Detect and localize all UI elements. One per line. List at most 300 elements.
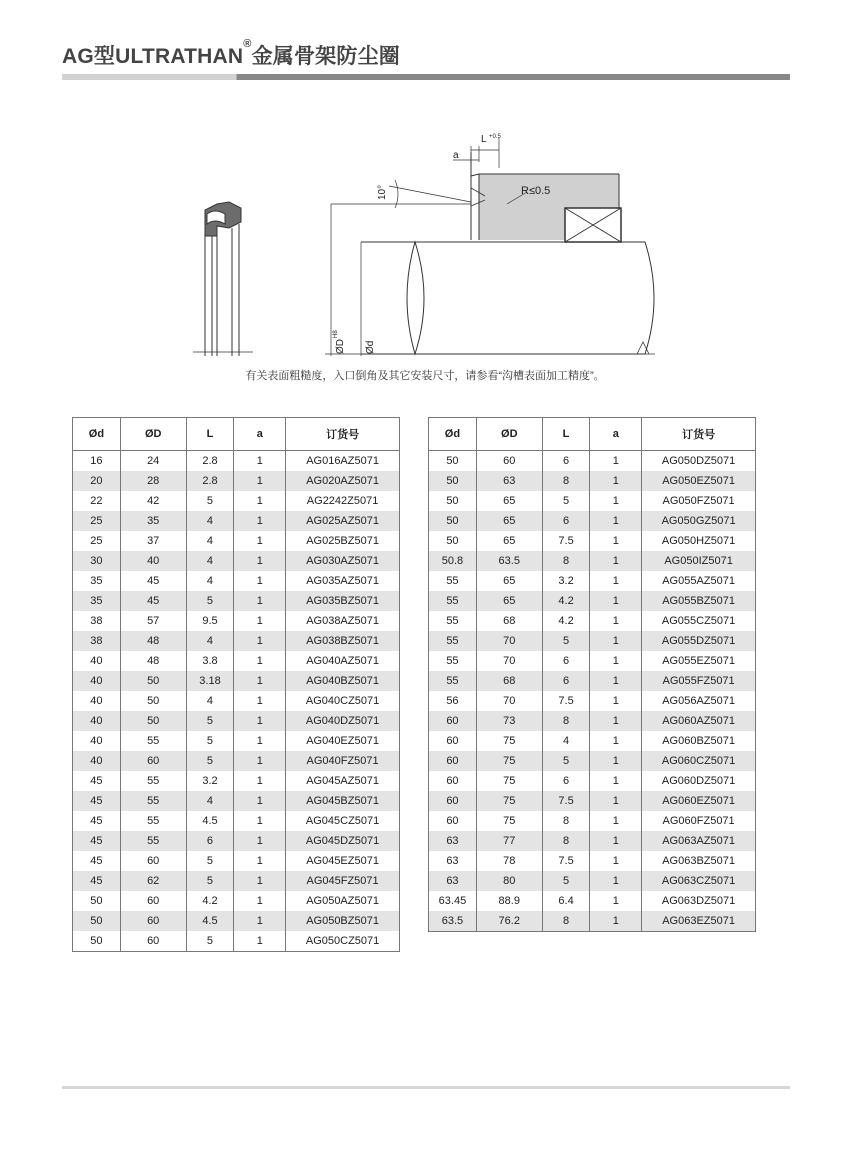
cell-a: 1 (590, 551, 642, 571)
cell-length: 5 (542, 631, 590, 651)
cell-a: 1 (234, 551, 286, 571)
table-row (429, 631, 756, 651)
col-header-rod-dia: Ød (429, 418, 477, 451)
cell-a: 1 (234, 811, 286, 831)
drawing-caption: 有关表面粗糙度，入口倒角及其它安装尺寸，请参看“沟槽表面加工精度”。 (245, 370, 605, 382)
cell-rod-dia: 45 (73, 811, 121, 831)
cell-rod-dia: 60 (429, 811, 477, 831)
table-header-row (73, 418, 400, 451)
dim-bore-tolerance: H8 (333, 330, 339, 338)
cell-rod-dia: 50 (429, 491, 477, 511)
cell-bore-dia: 76.2 (476, 911, 542, 932)
cell-order-no: AG060FZ5071 (642, 811, 756, 831)
col-header-order-no: 订货号 (642, 418, 756, 451)
header-rule (62, 74, 790, 80)
cell-order-no: AG055AZ5071 (642, 571, 756, 591)
cell-rod-dia: 55 (429, 631, 477, 651)
cell-rod-dia: 63.45 (429, 891, 477, 911)
cell-rod-dia: 30 (73, 551, 121, 571)
cell-rod-dia: 45 (73, 791, 121, 811)
table-row (429, 731, 756, 751)
title-tail: 金属骨架防尘圈 (251, 45, 400, 68)
cell-rod-dia: 63.5 (429, 911, 477, 932)
cell-bore-dia: 50 (120, 671, 186, 691)
table-row (73, 831, 400, 851)
cell-length: 7.5 (542, 851, 590, 871)
page-title (62, 40, 400, 70)
cell-bore-dia: 55 (120, 771, 186, 791)
cell-a: 1 (234, 491, 286, 511)
cell-length: 4.2 (542, 611, 590, 631)
cell-rod-dia: 40 (73, 691, 121, 711)
table-row (429, 551, 756, 571)
cell-order-no: AG050HZ5071 (642, 531, 756, 551)
spec-table-right (428, 417, 756, 932)
cell-length: 8 (542, 831, 590, 851)
table-row (73, 711, 400, 731)
cell-a: 1 (234, 451, 286, 472)
cell-order-no: AG030AZ5071 (286, 551, 400, 571)
cell-rod-dia: 50 (429, 451, 477, 472)
cell-bore-dia: 60 (120, 851, 186, 871)
cell-bore-dia: 24 (120, 451, 186, 472)
cell-rod-dia: 55 (429, 611, 477, 631)
cell-order-no: AG040CZ5071 (286, 691, 400, 711)
seal-cross-section (193, 202, 253, 356)
cell-a: 1 (234, 911, 286, 931)
cell-order-no: AG050GZ5071 (642, 511, 756, 531)
cell-bore-dia: 62 (120, 871, 186, 891)
table-row (429, 451, 756, 472)
cell-order-no: AG050IZ5071 (642, 551, 756, 571)
cell-order-no: AG063BZ5071 (642, 851, 756, 871)
cell-length: 2.8 (186, 471, 234, 491)
cell-bore-dia: 60 (120, 891, 186, 911)
cell-order-no: AG045EZ5071 (286, 851, 400, 871)
cell-a: 1 (590, 451, 642, 472)
cell-bore-dia: 35 (120, 511, 186, 531)
cell-a: 1 (234, 851, 286, 871)
cell-order-no: AG060AZ5071 (642, 711, 756, 731)
cell-length: 4.5 (186, 811, 234, 831)
cell-rod-dia: 60 (429, 731, 477, 751)
cell-bore-dia: 63.5 (476, 551, 542, 571)
cell-bore-dia: 75 (476, 751, 542, 771)
cell-a: 1 (590, 651, 642, 671)
cell-rod-dia: 35 (73, 571, 121, 591)
cell-rod-dia: 50.8 (429, 551, 477, 571)
cell-bore-dia: 65 (476, 531, 542, 551)
cell-bore-dia: 55 (120, 731, 186, 751)
cell-a: 1 (590, 811, 642, 831)
cell-order-no: AG045DZ5071 (286, 831, 400, 851)
dim-angle-label: 10° (377, 184, 388, 200)
cell-bore-dia: 88.9 (476, 891, 542, 911)
dim-rod-label: Ød (365, 340, 376, 354)
cell-bore-dia: 70 (476, 631, 542, 651)
table-row (73, 931, 400, 952)
cell-rod-dia: 60 (429, 771, 477, 791)
cell-length: 4 (186, 511, 234, 531)
cell-bore-dia: 70 (476, 651, 542, 671)
cell-a: 1 (234, 671, 286, 691)
cell-bore-dia: 55 (120, 791, 186, 811)
cell-a: 1 (234, 771, 286, 791)
cell-length: 5 (186, 871, 234, 891)
cell-order-no: AG040DZ5071 (286, 711, 400, 731)
table-row (73, 631, 400, 651)
cell-order-no: AG055CZ5071 (642, 611, 756, 631)
table-row (73, 871, 400, 891)
cell-length: 4 (186, 571, 234, 591)
cell-order-no: AG050CZ5071 (286, 931, 400, 952)
cell-a: 1 (590, 871, 642, 891)
cell-rod-dia: 20 (73, 471, 121, 491)
table-row (429, 691, 756, 711)
table-row (73, 731, 400, 751)
cell-order-no: AG025AZ5071 (286, 511, 400, 531)
table-row (429, 711, 756, 731)
table-row (429, 771, 756, 791)
cell-bore-dia: 63 (476, 471, 542, 491)
table-row (73, 471, 400, 491)
cell-order-no: AG055BZ5071 (642, 591, 756, 611)
table-row (429, 911, 756, 932)
cell-order-no: AG060BZ5071 (642, 731, 756, 751)
footer-rule (62, 1086, 790, 1089)
cell-length: 4 (186, 791, 234, 811)
cell-length: 5 (186, 931, 234, 952)
cell-order-no: AG055DZ5071 (642, 631, 756, 651)
cell-a: 1 (590, 791, 642, 811)
cell-order-no: AG063CZ5071 (642, 871, 756, 891)
cell-rod-dia: 38 (73, 631, 121, 651)
cell-bore-dia: 37 (120, 531, 186, 551)
table-row (429, 591, 756, 611)
cell-order-no: AG045AZ5071 (286, 771, 400, 791)
cell-order-no: AG038AZ5071 (286, 611, 400, 631)
cell-bore-dia: 60 (476, 451, 542, 472)
cell-rod-dia: 25 (73, 531, 121, 551)
table-row (73, 751, 400, 771)
table-row (429, 491, 756, 511)
cell-length: 4 (542, 731, 590, 751)
table-row (73, 591, 400, 611)
cell-length: 5 (186, 731, 234, 751)
cell-length: 7.5 (542, 791, 590, 811)
cell-rod-dia: 45 (73, 851, 121, 871)
cell-length: 5 (186, 751, 234, 771)
cell-bore-dia: 80 (476, 871, 542, 891)
cell-order-no: AG045BZ5071 (286, 791, 400, 811)
cell-rod-dia: 50 (429, 471, 477, 491)
cell-rod-dia: 50 (429, 511, 477, 531)
table-row (429, 471, 756, 491)
title-main: AG型ULTRATHAN (62, 45, 244, 68)
cell-length: 7.5 (542, 691, 590, 711)
cell-order-no: AG050EZ5071 (642, 471, 756, 491)
cell-a: 1 (234, 731, 286, 751)
cell-length: 4.5 (186, 911, 234, 931)
table-header-row (429, 418, 756, 451)
cell-a: 1 (234, 931, 286, 952)
cell-a: 1 (590, 531, 642, 551)
table-row (429, 571, 756, 591)
cell-order-no: AG060DZ5071 (642, 771, 756, 791)
cell-order-no: AG016AZ5071 (286, 451, 400, 472)
cell-rod-dia: 25 (73, 511, 121, 531)
cell-bore-dia: 68 (476, 671, 542, 691)
cell-order-no: AG056AZ5071 (642, 691, 756, 711)
col-header-order-no: 订货号 (286, 418, 400, 451)
table-row (429, 791, 756, 811)
cell-rod-dia: 63 (429, 831, 477, 851)
cell-length: 3.8 (186, 651, 234, 671)
cell-rod-dia: 63 (429, 871, 477, 891)
cell-rod-dia: 38 (73, 611, 121, 631)
table-row (73, 811, 400, 831)
cell-length: 5 (186, 491, 234, 511)
cell-rod-dia: 45 (73, 871, 121, 891)
cell-order-no: AG055FZ5071 (642, 671, 756, 691)
cell-length: 4 (186, 631, 234, 651)
cell-bore-dia: 65 (476, 591, 542, 611)
table-row (73, 451, 400, 472)
registered-mark: ® (243, 38, 252, 50)
table-row (73, 851, 400, 871)
cell-a: 1 (590, 591, 642, 611)
cell-length: 3.2 (542, 571, 590, 591)
cell-bore-dia: 60 (120, 931, 186, 952)
cell-length: 5 (542, 491, 590, 511)
cell-order-no: AG035BZ5071 (286, 591, 400, 611)
cell-bore-dia: 55 (120, 831, 186, 851)
cell-order-no: AG045CZ5071 (286, 811, 400, 831)
table-row (73, 611, 400, 631)
cell-length: 4 (186, 691, 234, 711)
cell-bore-dia: 48 (120, 631, 186, 651)
cell-bore-dia: 65 (476, 511, 542, 531)
cell-a: 1 (234, 611, 286, 631)
dim-bore-label: ØD (335, 339, 346, 354)
cell-length: 5 (186, 851, 234, 871)
cell-bore-dia: 77 (476, 831, 542, 851)
cell-a: 1 (590, 751, 642, 771)
table-row (429, 811, 756, 831)
cell-a: 1 (234, 691, 286, 711)
cell-length: 5 (186, 591, 234, 611)
spec-table-left (72, 417, 400, 952)
cell-bore-dia: 45 (120, 591, 186, 611)
cell-order-no: AG040BZ5071 (286, 671, 400, 691)
cell-a: 1 (590, 771, 642, 791)
cell-a: 1 (590, 491, 642, 511)
cell-rod-dia: 40 (73, 711, 121, 731)
cell-a: 1 (234, 631, 286, 651)
cell-a: 1 (234, 531, 286, 551)
table-row (429, 891, 756, 911)
cell-rod-dia: 55 (429, 571, 477, 591)
cell-length: 5 (542, 751, 590, 771)
cell-a: 1 (234, 591, 286, 611)
cell-bore-dia: 50 (120, 711, 186, 731)
cell-a: 1 (590, 691, 642, 711)
cell-rod-dia: 22 (73, 491, 121, 511)
cell-rod-dia: 55 (429, 591, 477, 611)
table-row (429, 851, 756, 871)
cell-order-no: AG035AZ5071 (286, 571, 400, 591)
cell-a: 1 (234, 871, 286, 891)
cell-a: 1 (590, 851, 642, 871)
col-header-bore-dia: ØD (476, 418, 542, 451)
cell-bore-dia: 68 (476, 611, 542, 631)
cell-rod-dia: 40 (73, 731, 121, 751)
cell-rod-dia: 50 (73, 911, 121, 931)
cell-length: 4 (186, 531, 234, 551)
cell-a: 1 (590, 831, 642, 851)
table-row (73, 791, 400, 811)
cell-length: 4 (186, 551, 234, 571)
cell-rod-dia: 16 (73, 451, 121, 472)
cell-bore-dia: 75 (476, 771, 542, 791)
table-row (73, 651, 400, 671)
cell-a: 1 (234, 571, 286, 591)
cell-a: 1 (590, 511, 642, 531)
cell-a: 1 (590, 611, 642, 631)
cell-a: 1 (234, 751, 286, 771)
table-row (73, 671, 400, 691)
cell-order-no: AG050FZ5071 (642, 491, 756, 511)
cell-a: 1 (234, 651, 286, 671)
cell-rod-dia: 45 (73, 831, 121, 851)
cell-rod-dia: 40 (73, 671, 121, 691)
cell-rod-dia: 50 (73, 931, 121, 952)
cell-length: 8 (542, 711, 590, 731)
cell-a: 1 (590, 471, 642, 491)
cell-bore-dia: 50 (120, 691, 186, 711)
cell-bore-dia: 78 (476, 851, 542, 871)
cell-a: 1 (234, 511, 286, 531)
installation-drawing (185, 128, 665, 360)
cell-order-no: AG063DZ5071 (642, 891, 756, 911)
cell-length: 3.2 (186, 771, 234, 791)
cell-a: 1 (234, 891, 286, 911)
cell-bore-dia: 70 (476, 691, 542, 711)
cell-rod-dia: 55 (429, 651, 477, 671)
cell-rod-dia: 63 (429, 851, 477, 871)
cell-length: 8 (542, 551, 590, 571)
cell-a: 1 (590, 571, 642, 591)
table-row (429, 651, 756, 671)
cell-order-no: AG040FZ5071 (286, 751, 400, 771)
cell-bore-dia: 40 (120, 551, 186, 571)
cell-order-no: AG2242Z5071 (286, 491, 400, 511)
housing (471, 152, 621, 242)
cell-bore-dia: 75 (476, 791, 542, 811)
dimensions (331, 138, 527, 356)
cell-length: 8 (542, 811, 590, 831)
cell-a: 1 (590, 671, 642, 691)
cell-a: 1 (234, 471, 286, 491)
cell-order-no: AG045FZ5071 (286, 871, 400, 891)
table-row (73, 771, 400, 791)
col-header-bore-dia: ØD (120, 418, 186, 451)
cell-rod-dia: 40 (73, 751, 121, 771)
table-row (429, 611, 756, 631)
cell-rod-dia: 50 (429, 531, 477, 551)
cell-rod-dia: 56 (429, 691, 477, 711)
cell-length: 7.5 (542, 531, 590, 551)
col-header-rod-dia: Ød (73, 418, 121, 451)
table-row (73, 491, 400, 511)
cell-length: 6.4 (542, 891, 590, 911)
cell-order-no: AG060CZ5071 (642, 751, 756, 771)
cell-length: 2.8 (186, 451, 234, 472)
cell-order-no: AG050DZ5071 (642, 451, 756, 472)
cell-rod-dia: 55 (429, 671, 477, 691)
col-header-length: L (186, 418, 234, 451)
col-header-a: a (234, 418, 286, 451)
dim-L-label: L (481, 134, 487, 145)
cell-rod-dia: 60 (429, 751, 477, 771)
cell-bore-dia: 75 (476, 731, 542, 751)
table-row (73, 531, 400, 551)
cell-length: 6 (542, 511, 590, 531)
dim-radius-label: R≤0.5 (521, 185, 551, 197)
cell-rod-dia: 60 (429, 791, 477, 811)
cell-bore-dia: 73 (476, 711, 542, 731)
cell-a: 1 (234, 711, 286, 731)
table-row (429, 831, 756, 851)
rod (325, 242, 655, 354)
cell-bore-dia: 60 (120, 751, 186, 771)
cell-length: 6 (542, 651, 590, 671)
cell-length: 9.5 (186, 611, 234, 631)
dim-L-tolerance: +0.5 (489, 134, 501, 140)
table-row (73, 511, 400, 531)
cell-order-no: AG040EZ5071 (286, 731, 400, 751)
cell-length: 3.18 (186, 671, 234, 691)
cell-order-no: AG050AZ5071 (286, 891, 400, 911)
cell-order-no: AG063EZ5071 (642, 911, 756, 932)
cell-length: 4.2 (542, 591, 590, 611)
cell-order-no: AG060EZ5071 (642, 791, 756, 811)
cell-length: 6 (186, 831, 234, 851)
cell-order-no: AG063AZ5071 (642, 831, 756, 851)
cell-order-no: AG055EZ5071 (642, 651, 756, 671)
cell-bore-dia: 45 (120, 571, 186, 591)
cell-rod-dia: 35 (73, 591, 121, 611)
dim-a-label: a (453, 150, 459, 161)
table-row (429, 671, 756, 691)
cell-length: 6 (542, 771, 590, 791)
cell-a: 1 (590, 891, 642, 911)
cell-order-no: AG025BZ5071 (286, 531, 400, 551)
table-row (429, 751, 756, 771)
cell-length: 8 (542, 911, 590, 932)
table-row (73, 911, 400, 931)
cell-length: 6 (542, 451, 590, 472)
cell-rod-dia: 50 (73, 891, 121, 911)
col-header-a: a (590, 418, 642, 451)
cell-length: 6 (542, 671, 590, 691)
cell-order-no: AG020AZ5071 (286, 471, 400, 491)
cell-length: 5 (542, 871, 590, 891)
table-row (73, 551, 400, 571)
cell-rod-dia: 45 (73, 771, 121, 791)
cell-a: 1 (234, 791, 286, 811)
cell-a: 1 (590, 911, 642, 932)
